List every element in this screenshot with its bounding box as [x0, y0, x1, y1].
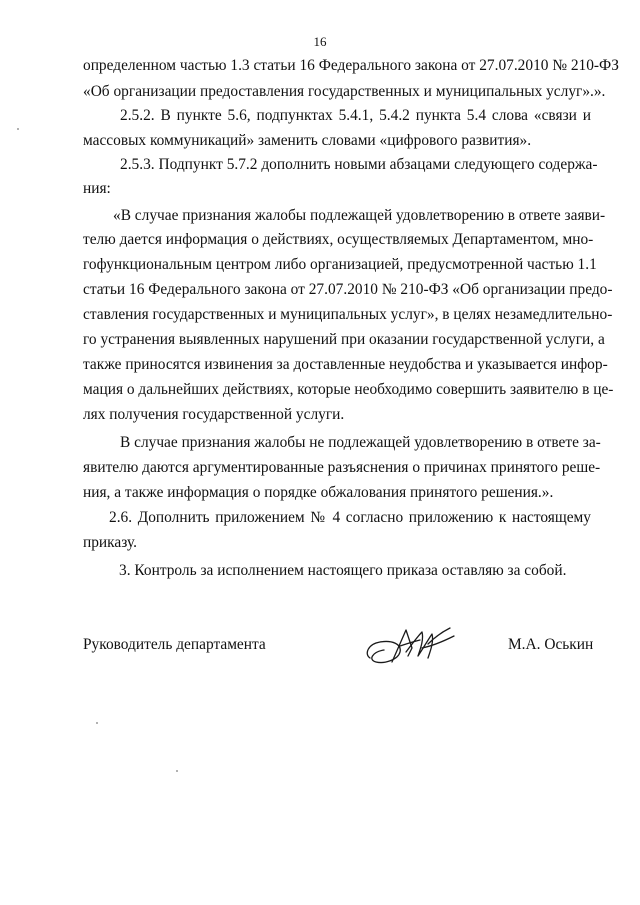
paragraph-3-line-1: 2.5.3. Подпункт 5.7.2 дополнить новыми абзацами следующего содержа-: [120, 156, 598, 173]
paragraph-6-line-1: 2.6. Дополнить приложением № 4 согласно приложению к настоящему: [109, 509, 591, 526]
handwritten-signature: [362, 622, 462, 672]
paragraph-3-line-2: ния:: [83, 180, 111, 197]
signatory-title: Руководитель департамента: [83, 636, 266, 653]
paragraph-5-line-1: В случае признания жалобы не подлежащей удовлетворению в ответе за-: [120, 434, 601, 451]
paragraph-7-line-1: 3. Контроль за исполнением настоящего приказа оставляю за собой.: [119, 562, 567, 579]
paragraph-4-line-5: ставления государственных и муниципальных услуг», в целях незамедлительно-: [83, 306, 613, 323]
signatory-name: М.А. Оськин: [508, 636, 594, 653]
paragraph-5-line-2: явителю даются аргументированные разъяснения о причинах принятого реше-: [83, 459, 601, 476]
paragraph-1-line-2: «Об организации предоставления государственных и муниципальных услуг».».: [83, 83, 606, 100]
scan-speck: [96, 722, 98, 724]
paragraph-4-line-3: гофункциональным центром либо организацией, предусмотренной частью 1.1: [83, 256, 597, 273]
paragraph-4-line-8: мация о дальнейших действиях, которые необходимо совершить заявителю в це-: [83, 381, 614, 398]
paragraph-4-line-4: статьи 16 Федерального закона от 27.07.2010 № 210-ФЗ «Об организации предо-: [83, 281, 613, 298]
paragraph-2-line-2: массовых коммуникаций» заменить словами «цифрового развития».: [83, 132, 532, 149]
paragraph-4-line-2: телю дается информация о действиях, осуществляемых Департаментом, мно-: [83, 231, 594, 248]
paragraph-6-line-2: приказу.: [83, 534, 138, 551]
signature-block: [0, 622, 640, 672]
paragraph-1-line-1: определенном частью 1.3 статьи 16 Федерального закона от 27.07.2010 № 210-ФЗ: [83, 57, 619, 74]
paragraph-4-line-9: лях получения государственной услуги.: [83, 406, 345, 423]
page-number: 16: [313, 34, 327, 49]
paragraph-5-line-3: ния, а также информация о порядке обжалования принятого решения.».: [83, 484, 554, 501]
paragraph-2-line-1: 2.5.2. В пункте 5.6, подпунктах 5.4.1, 5.4.2 пункта 5.4 слова «связи и: [120, 107, 591, 124]
paragraph-4-line-7: также приносятся извинения за доставленные неудобства и указывается инфор-: [83, 356, 608, 373]
scan-speck: [176, 770, 178, 772]
scan-speck: [17, 128, 19, 130]
paragraph-4-line-6: го устранения выявленных нарушений при оказании государственной услуги, а: [83, 331, 605, 348]
paragraph-4-line-1: «В случае признания жалобы подлежащей удовлетворению в ответе заяви-: [113, 207, 606, 224]
